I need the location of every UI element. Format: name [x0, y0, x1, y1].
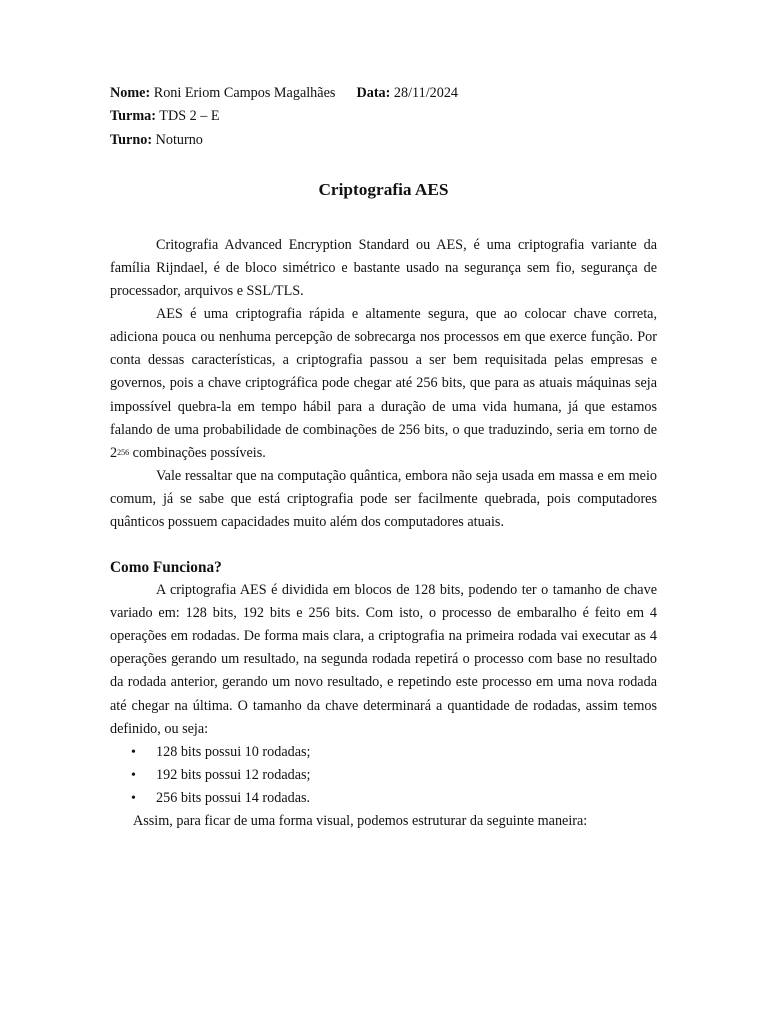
shift-label: Turno: — [110, 131, 153, 148]
class-label: Turma: — [110, 108, 156, 125]
list-item — [110, 764, 657, 787]
closing-sentence: Assim, para ficar de uma forma visual, podemos estruturar da seguinte maneira: — [133, 813, 588, 830]
rounds-list — [110, 741, 657, 810]
list-item-text: 256 bits possui 14 rodadas. — [156, 789, 311, 806]
power-base: 2 — [110, 444, 118, 461]
shift-value: Noturno — [155, 131, 203, 148]
intro-paragraph-2-tail: combinações possíveis. — [129, 444, 266, 461]
header-shift-line — [110, 129, 657, 152]
list-item — [110, 787, 657, 810]
header-name-date-line — [110, 82, 657, 105]
document-title: Criptografia AES — [318, 179, 449, 199]
intro-paragraph-1: Critografia Advanced Encryption Standard ou AES, é uma criptografia variante da família Rijndael, é de bloco simétrico e bastante usado na segurança sem fio, segurança de processador, arquivos e SSL/TLS. — [110, 236, 657, 300]
bullet-icon: • — [131, 744, 136, 760]
bullet-icon: • — [131, 767, 136, 783]
intro-paragraph-2 — [110, 303, 657, 465]
section-paragraph-1: A criptografia AES é dividida em blocos de 128 bits, podendo ter o tamanho de chave variado em: 128 bits, 192 bits e 256 bits. Com isto, o processo de embaralho é feito em 4 operações em rodadas. De forma mais clara, a criptografia na primeira rodada vai executar as 4 operações gerando um resultado, na segunda rodada repetirá o processo com base no resultado da rodada anterior, gerando um novo resultado, e repetindo este processo em uma nova rodada até chegar na última. O tamanho da chave determinará a quantidade de rodadas, assim temos definido, ou seja: — [110, 582, 657, 737]
header-class-line — [110, 105, 657, 128]
date-value: 28/11/2024 — [393, 85, 459, 101]
intro-paragraph-3: Vale ressaltar que na computação quântica, embora não seja usada em massa e em meio comum, já se sabe que está criptografia pode ser facilmente quebrada, pois computadores quânticos possuem capacidades muito além dos computadores atuais. — [110, 467, 657, 531]
class-value: TDS 2 – E — [159, 108, 220, 125]
section-heading: Como Funciona? — [110, 559, 222, 577]
name-label: Nome: — [110, 85, 151, 101]
intro-paragraph-2-main: AES é uma criptografia rápida e altamente segura, que ao colocar chave correta, adiciona pouca ou nenhuma percepção de sobrecarga nos processos em que exerce função. Por conta dessas características, a criptografia passou a ser bem requisitada pelas empresas e governos, pois a chave criptográfica pode chegar até 256 bits, que para as atuais máquinas seja impossível quebra-la em tempo hábil para a duração de uma vida humana, já que estamos falando de uma probabilidade de combinações de 256 bits, o que traduzindo, seria em torno de — [110, 306, 657, 438]
name-value: Roni Eriom Campos Magalhães — [153, 85, 336, 101]
list-item-text: 128 bits possui 10 rodadas; — [156, 743, 311, 760]
power-exponent: 256 — [117, 447, 130, 457]
list-item-text: 192 bits possui 12 rodadas; — [156, 766, 311, 783]
list-item — [110, 741, 657, 764]
bullet-icon: • — [131, 790, 136, 806]
date-label: Data: — [356, 85, 391, 101]
document-page — [110, 82, 657, 833]
